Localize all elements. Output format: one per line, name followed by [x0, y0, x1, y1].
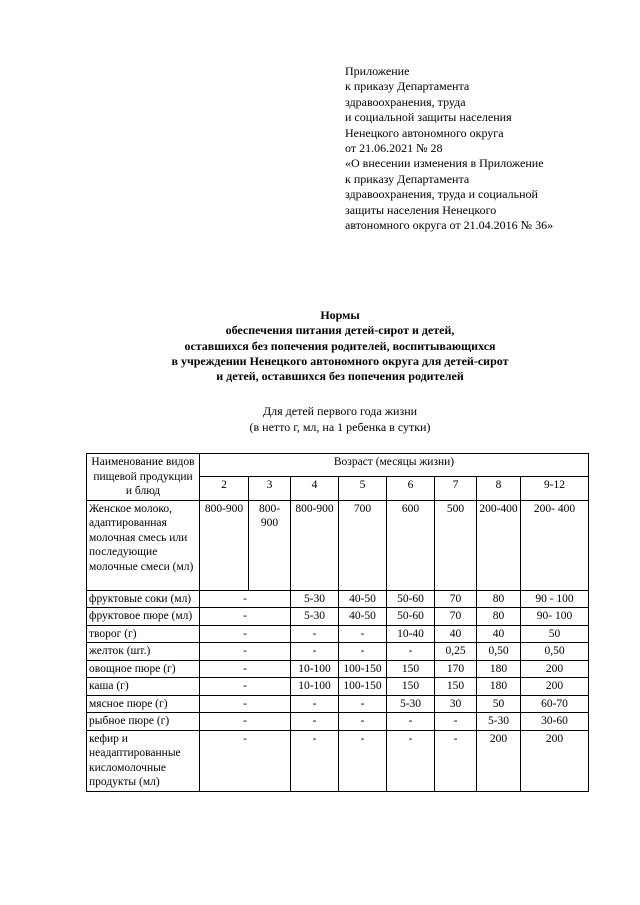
value-cell: -	[200, 625, 291, 643]
product-name-cell: мясное пюре (г)	[87, 695, 200, 713]
value-cell: -	[200, 730, 291, 791]
value-cell: -	[291, 643, 339, 661]
value-cell: -	[435, 730, 477, 791]
value-cell: 150	[435, 678, 477, 696]
value-cell: 100-150	[339, 678, 387, 696]
value-cell: 180	[477, 678, 521, 696]
product-name-cell: кефир и неадаптированные кисломолочные продукты (мл)	[87, 730, 200, 791]
table-row	[87, 660, 589, 678]
value-cell: 600	[387, 500, 435, 590]
value-cell: 200-400	[477, 500, 521, 590]
value-cell: -	[200, 660, 291, 678]
value-cell: 0,25	[435, 643, 477, 661]
value-cell: -	[200, 695, 291, 713]
value-cell: 40-50	[339, 590, 387, 608]
table-header-row	[87, 454, 589, 477]
value-cell: 5-30	[477, 713, 521, 731]
value-cell: -	[291, 695, 339, 713]
value-cell: 90- 100	[521, 608, 589, 626]
value-cell: 30	[435, 695, 477, 713]
appendix-line: и социальной защиты населения	[345, 110, 512, 125]
appendix-line: «О внесении изменения в Приложение	[345, 156, 544, 171]
product-name-cell: овощное пюре (г)	[87, 660, 200, 678]
table-row	[87, 730, 589, 791]
nutrition-norms-table	[86, 453, 589, 792]
value-cell: 10-100	[291, 660, 339, 678]
value-cell: -	[200, 590, 291, 608]
table-row	[87, 713, 589, 731]
value-cell: 200	[521, 678, 589, 696]
value-cell: 150	[387, 660, 435, 678]
title-line: оставшихся без попечения родителей, воспитывающихся	[184, 338, 496, 353]
value-cell: 150	[387, 678, 435, 696]
value-cell: 100-150	[339, 660, 387, 678]
value-cell: -	[200, 608, 291, 626]
table-row	[87, 695, 589, 713]
value-cell: 180	[477, 660, 521, 678]
age-label-cell: 9-12	[521, 477, 589, 500]
value-cell: 500	[435, 500, 477, 590]
title-line: в учреждении Ненецкого автономного округа для детей-сирот	[171, 353, 509, 368]
table-row	[87, 608, 589, 626]
table-row	[87, 500, 589, 590]
value-cell: 5-30	[387, 695, 435, 713]
value-cell: 700	[339, 500, 387, 590]
value-cell: 50	[521, 625, 589, 643]
value-cell: -	[339, 713, 387, 731]
value-cell: -	[200, 678, 291, 696]
value-cell: 5-30	[291, 608, 339, 626]
table-row	[87, 625, 589, 643]
value-cell: 70	[435, 590, 477, 608]
appendix-line: здравоохранения, труда	[345, 94, 466, 109]
value-cell: 50-60	[387, 590, 435, 608]
value-cell: 10-40	[387, 625, 435, 643]
product-name-cell: фруктовые соки (мл)	[87, 590, 200, 608]
product-name-cell: желток (шт.)	[87, 643, 200, 661]
value-cell: -	[200, 713, 291, 731]
appendix-line: к приказу Департамента	[345, 171, 470, 186]
value-cell: 80	[477, 608, 521, 626]
subtitle-line: Для детей первого года жизни	[262, 404, 418, 418]
value-cell: 90 - 100	[521, 590, 589, 608]
value-cell: -	[387, 713, 435, 731]
value-cell: 0,50	[477, 643, 521, 661]
value-cell: 800-900	[200, 500, 249, 590]
value-cell: 40-50	[339, 608, 387, 626]
value-cell: 200	[521, 660, 589, 678]
age-label-cell: 3	[249, 477, 291, 500]
value-cell: -	[200, 643, 291, 661]
value-cell: 70	[435, 608, 477, 626]
value-cell: -	[435, 713, 477, 731]
value-cell: 80	[477, 590, 521, 608]
value-cell: -	[339, 695, 387, 713]
value-cell: 50-60	[387, 608, 435, 626]
age-label-cell: 8	[477, 477, 521, 500]
value-cell: 40	[477, 625, 521, 643]
value-cell: 0,50	[521, 643, 589, 661]
value-cell: 200	[477, 730, 521, 791]
product-name-cell: рыбное пюре (г)	[87, 713, 200, 731]
value-cell: -	[291, 625, 339, 643]
value-cell: -	[339, 625, 387, 643]
document-title	[40, 308, 640, 384]
appendix-line: здравоохранения, труда и социальной	[345, 187, 538, 202]
age-label-cell: 2	[200, 477, 249, 500]
value-cell: -	[339, 643, 387, 661]
value-cell: 50	[477, 695, 521, 713]
appendix-line: от 21.06.2021 № 28	[345, 141, 443, 156]
subtitle-line: (в нетто г, мл, на 1 ребенка в сутки)	[249, 419, 431, 434]
product-name-cell: Женское молоко, адаптированная молочная смесь или последующие молочные смеси (мл)	[87, 500, 200, 590]
name-column-header: Наименование видов пищевой продукции и блюд	[87, 454, 200, 501]
value-cell: 60-70	[521, 695, 589, 713]
title-line: Нормы	[320, 308, 360, 322]
value-cell: 200- 400	[521, 500, 589, 590]
table-row	[87, 678, 589, 696]
appendix-block	[345, 64, 625, 233]
age-label-cell: 7	[435, 477, 477, 500]
appendix-line: автономного округа от 21.04.2016 № 36»	[345, 218, 554, 233]
value-cell: 800-900	[249, 500, 291, 590]
appendix-line: к приказу Департамента	[345, 79, 470, 94]
appendix-line: Приложение	[345, 64, 410, 78]
appendix-line: Ненецкого автономного округа	[345, 125, 504, 140]
title-line: и детей, оставшихся без попечения родителей	[216, 369, 464, 384]
table-subtitle	[40, 404, 640, 435]
value-cell: 200	[521, 730, 589, 791]
value-cell: 170	[435, 660, 477, 678]
title-line: обеспечения питания детей-сирот и детей,	[225, 323, 455, 338]
age-label-cell: 5	[339, 477, 387, 500]
product-name-cell: творог (г)	[87, 625, 200, 643]
value-cell: 10-100	[291, 678, 339, 696]
product-name-cell: каша (г)	[87, 678, 200, 696]
table-row	[87, 590, 589, 608]
table-row	[87, 643, 589, 661]
value-cell: 40	[435, 625, 477, 643]
value-cell: -	[339, 730, 387, 791]
table-body	[87, 500, 589, 791]
value-cell: -	[291, 713, 339, 731]
age-column-header: Возраст (месяцы жизни)	[200, 454, 589, 477]
age-label-cell: 6	[387, 477, 435, 500]
age-label-cell: 4	[291, 477, 339, 500]
value-cell: 5-30	[291, 590, 339, 608]
product-name-cell: фруктовое пюре (мл)	[87, 608, 200, 626]
value-cell: 800-900	[291, 500, 339, 590]
value-cell: 30-60	[521, 713, 589, 731]
appendix-line: защиты населения Ненецкого	[345, 202, 497, 217]
value-cell: -	[387, 643, 435, 661]
value-cell: -	[291, 730, 339, 791]
value-cell: -	[387, 730, 435, 791]
